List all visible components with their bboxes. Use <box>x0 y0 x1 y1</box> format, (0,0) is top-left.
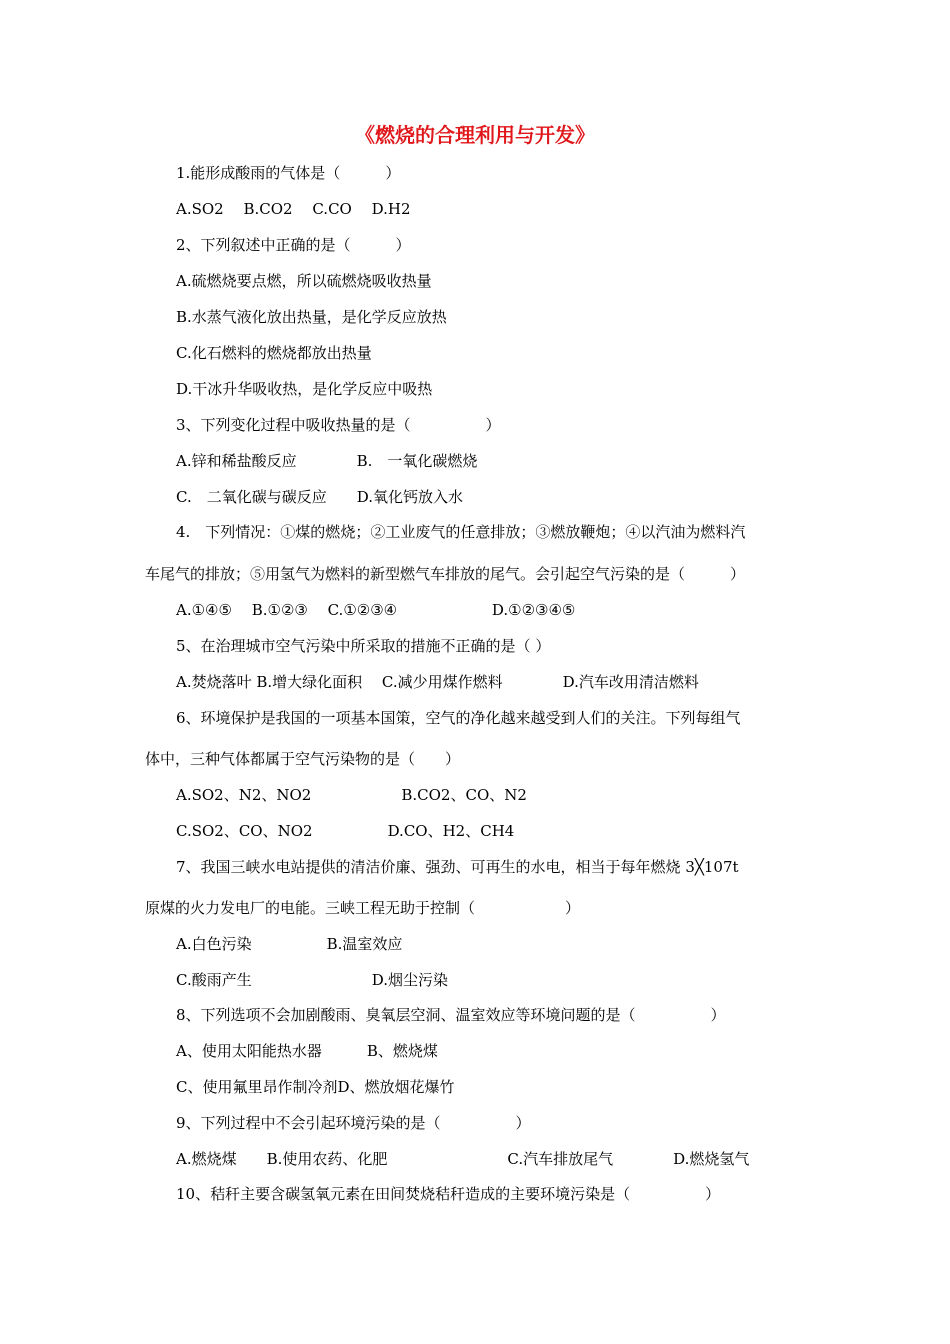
question-7-options-cd: C.酸雨产生 D.烟尘污染 <box>176 971 448 989</box>
question-4-stem-line-1: 4. 下列情况：①煤的燃烧；②工业废气的任意排放；③燃放鞭炮；④以汽油为燃料汽 <box>176 523 746 541</box>
question-10-stem: 10、秸秆主要含碳氢氧元素在田间焚烧秸秆造成的主要环境污染是（ ） <box>176 1185 721 1203</box>
question-2-option-b: B.水蒸气液化放出热量，是化学反应放热 <box>176 308 447 326</box>
question-6-options-cd: C.SO2、CO、NO2 D.CO、H2、CH4 <box>176 822 515 840</box>
question-1-options: A.SO2 B.CO2 C.CO D.H2 <box>176 200 411 218</box>
document-title: 《燃烧的合理利用与开发》 <box>355 123 595 147</box>
question-7-stem-line-1: 7、我国三峡水电站提供的清洁价廉、强劲、可再生的水电，相当于每年燃烧 3╳107t <box>176 858 739 876</box>
question-7-options-ab: A.白色污染 B.温室效应 <box>176 935 403 953</box>
question-7-stem-line-2: 原煤的火力发电厂的电能。三峡工程无助于控制（ ） <box>145 899 581 917</box>
question-5-stem: 5、在治理城市空气污染中所采取的措施不正确的是（ ） <box>176 637 551 655</box>
question-5-options: A.焚烧落叶 B.增大绿化面积 C.减少用煤作燃料 D.汽车改用清洁燃料 <box>176 673 699 691</box>
question-8-stem: 8、下列选项不会加剧酸雨、臭氧层空洞、温室效应等环境问题的是（ ） <box>176 1006 726 1024</box>
question-3-options-ab: A.锌和稀盐酸反应 B. 一氧化碳燃烧 <box>176 452 478 470</box>
question-8-options-cd: C、使用氟里昂作制冷剂D、燃放烟花爆竹 <box>176 1078 455 1096</box>
question-6-options-ab: A.SO2、N2、NO2 B.CO2、CO、N2 <box>176 786 527 804</box>
question-4-stem-line-2: 车尾气的排放；⑤用氢气为燃料的新型燃气车排放的尾气。会引起空气污染的是（ ） <box>145 565 746 583</box>
question-6-stem-line-1: 6、环境保护是我国的一项基本国策，空气的净化越来越受到人们的关注。下列每组气 <box>176 709 741 727</box>
question-9-stem: 9、下列过程中不会引起环境污染的是（ ） <box>176 1114 531 1132</box>
question-2-option-a: A.硫燃烧要点燃，所以硫燃烧吸收热量 <box>176 272 432 290</box>
question-8-options-ab: A、使用太阳能热水器 B、燃烧煤 <box>176 1042 438 1060</box>
question-3-options-cd: C. 二氧化碳与碳反应 D.氧化钙放入水 <box>176 488 463 506</box>
question-9-options: A.燃烧煤 B.使用农药、化肥 C.汽车排放尾气 D.燃烧氢气 <box>176 1150 750 1168</box>
question-6-stem-line-2: 体中，三种气体都属于空气污染物的是（ ） <box>145 750 461 768</box>
question-2-option-d: D.干冰升华吸收热，是化学反应中吸热 <box>176 380 433 398</box>
question-4-options: A.①④⑤ B.①②③ C.①②③④ D.①②③④⑤ <box>176 601 576 619</box>
question-3-stem: 3、下列变化过程中吸收热量的是（ ） <box>176 416 501 434</box>
question-2-option-c: C.化石燃料的燃烧都放出热量 <box>176 344 372 362</box>
question-2-stem: 2、下列叙述中正确的是（ ） <box>176 236 411 254</box>
question-1-stem: 1.能形成酸雨的气体是（ ） <box>176 164 401 182</box>
